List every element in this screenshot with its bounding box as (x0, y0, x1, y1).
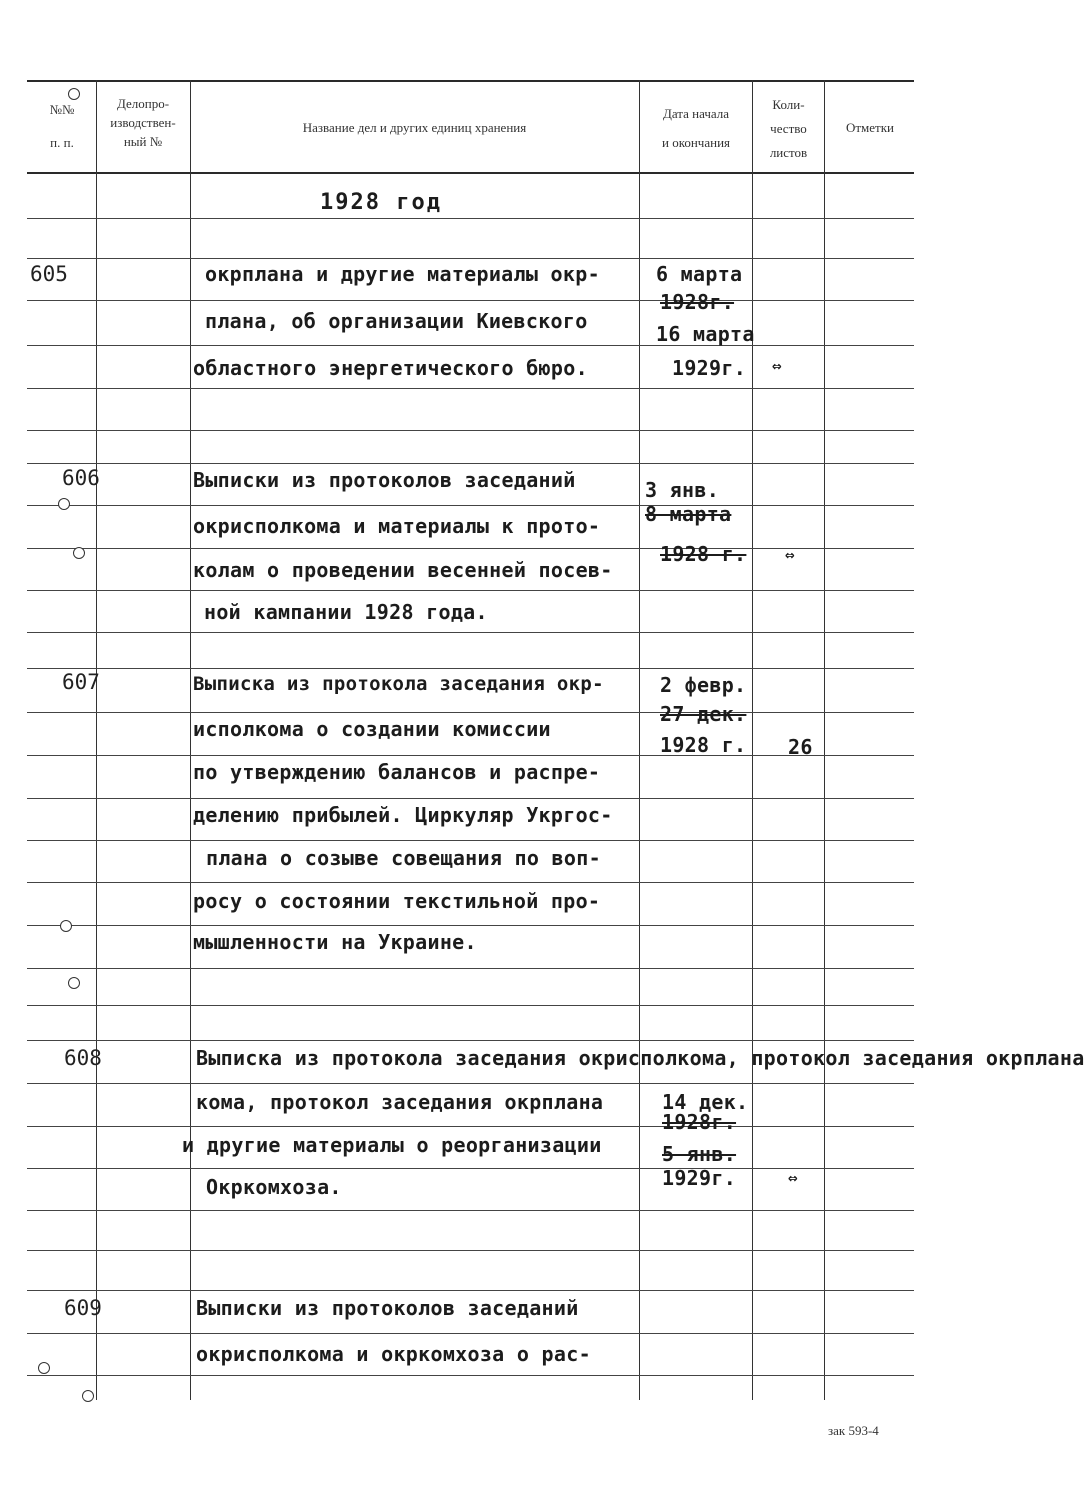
header-col-sheets-line2: чество (770, 121, 807, 136)
entry-date-end: 27 дек. (660, 702, 747, 726)
entry-date-start-year: 1928г. (660, 290, 735, 314)
entry-title-line: Выписки из протоколов заседаний (196, 1296, 579, 1320)
header-col-number-line1: №№ (49, 102, 75, 117)
ledger-rule (27, 430, 914, 431)
header-col-dates (641, 104, 751, 152)
ledger-rule (27, 1375, 914, 1376)
header-col-sheets (754, 95, 823, 162)
entry-sheet-count: 26 (788, 735, 813, 759)
entry-date-end-year: 1929г. (672, 356, 747, 380)
entry-date-start-year: 1928г. (662, 1110, 737, 1134)
ledger-rule (27, 968, 914, 969)
entry-title-line: плана о созыве совещания по воп- (206, 846, 601, 870)
entry-sheet-count: ⇔ (772, 356, 782, 375)
column-divider-3 (639, 80, 640, 1400)
ledger-rule (27, 840, 914, 841)
header-col-sheets-line3: листов (769, 145, 808, 160)
entry-date-end: 16 марта (656, 322, 755, 346)
ledger-rule (27, 258, 914, 259)
header-top-rule (27, 80, 914, 82)
entry-title-line: окрисполкома и материалы к прото- (193, 514, 601, 538)
entry-number: 608 (64, 1046, 102, 1070)
entry-date-start: 2 февр. (660, 673, 747, 697)
entry-number: 605 (30, 262, 68, 286)
binder-hole (60, 920, 72, 932)
entry-date-start: 3 янв. (645, 478, 720, 502)
entry-sheet-count: ⇔ (788, 1168, 798, 1187)
ledger-rule (27, 798, 914, 799)
year-heading: 1928 год (320, 190, 442, 215)
column-divider-4 (752, 80, 753, 1400)
header-col-office-line3: ный № (123, 134, 163, 149)
ledger-rule (27, 1168, 914, 1169)
column-divider-5 (824, 80, 825, 1400)
ledger-rule (27, 1005, 914, 1006)
binder-hole (68, 88, 80, 100)
ledger-rule (27, 1083, 914, 1084)
header-col-title: Название дел и других единиц хранения (302, 120, 527, 135)
entry-title-line: по утверждению балансов и распре- (193, 760, 601, 784)
header-col-dates-line1: Дата начала (662, 106, 730, 121)
entry-title-line: плана, об организации Киевского (205, 309, 588, 333)
entry-title-line-text: Выписка из протокола заседания окрисполкома, протокол заседания окрплана (196, 1046, 1085, 1070)
entry-number: 607 (62, 670, 100, 694)
entry-number: 606 (62, 466, 100, 490)
ledger-rule (27, 925, 914, 926)
entry-title-line: делению прибылей. Циркуляр Укргос- (193, 803, 613, 827)
entry-title-line: Выписка из протокола заседания окр- (193, 673, 604, 695)
entry-title-line: исполкома о создании комиссии (193, 717, 551, 741)
entry-title-line: и другие материалы о реорганизации (182, 1133, 602, 1157)
binder-hole (38, 1362, 50, 1374)
ledger-rule (27, 882, 914, 883)
entry-title-line: окрисполкома и окркомхоза о рас- (196, 1342, 591, 1366)
ledger-rule (27, 1210, 914, 1211)
binder-hole (68, 977, 80, 989)
entry-date-end: 5 янв. (662, 1142, 737, 1166)
entry-number: 609 (64, 1296, 102, 1320)
header-bottom-rule (27, 172, 914, 174)
header-col-sheets-line1: Коли- (772, 97, 805, 112)
entry-sheet-count: ⇔ (785, 545, 795, 564)
header-col-office-line2: изводствен- (110, 115, 176, 130)
ledger-rule (27, 668, 914, 669)
ledger-rule (27, 505, 914, 506)
entry-title-line: окрплана и другие материалы окр- (205, 262, 600, 286)
entry-title-line: кома, протокол заседания окрплана (196, 1090, 604, 1114)
header-col-dates-line2: и окончания (661, 135, 731, 150)
entry-title-line: мышленности на Украине. (193, 930, 477, 954)
ledger-rule (27, 1333, 914, 1334)
ledger-rule (27, 463, 914, 464)
ledger-rule (27, 755, 914, 756)
entry-title-line: ной кампании 1928 года. (204, 600, 488, 624)
entry-title-line (196, 1046, 1085, 1070)
ledger-rule (27, 300, 914, 301)
ledger-rule (27, 218, 914, 219)
ledger-rule (27, 1250, 914, 1251)
ledger-rule (27, 388, 914, 389)
entry-date-start: 6 марта (656, 262, 743, 286)
ledger-rule (27, 1126, 914, 1127)
header-col-number (30, 100, 94, 152)
ledger-rule (27, 632, 914, 633)
ledger-rule (27, 345, 914, 346)
entry-title-line: областного энергетического бюро. (193, 356, 588, 380)
entry-date-start: 14 дек. (662, 1090, 749, 1114)
ledger-rule (27, 1040, 914, 1041)
ledger-rule (27, 1290, 914, 1291)
entry-date-end-year: 1929г. (662, 1166, 737, 1190)
header-col-office-line1: Делопро- (116, 96, 170, 111)
binder-hole (73, 547, 85, 559)
header-col-notes: Отметки (845, 120, 895, 135)
header-col-number-line2: п. п. (50, 135, 74, 150)
entry-title-line: росу о состоянии текстильной про- (193, 889, 601, 913)
ledger-rule (27, 548, 914, 549)
entry-date-end: 8 марта (645, 502, 732, 526)
header-col-office-number (98, 94, 188, 151)
binder-hole (82, 1390, 94, 1402)
ledger-rule (27, 590, 914, 591)
column-divider-2 (190, 80, 191, 1400)
entry-title-line: колам о проведении весенней посев- (193, 558, 613, 582)
ledger-rule (27, 712, 914, 713)
binder-hole (58, 498, 70, 510)
column-divider-1 (96, 80, 97, 1400)
entry-title-line: Окркомхоза. (206, 1175, 342, 1199)
entry-title-line: Выписки из протоколов заседаний (193, 468, 576, 492)
entry-date-year: 1928 г. (660, 733, 747, 757)
entry-date-year: 1928 г. (660, 542, 747, 566)
print-order-mark: зак 593-4 (828, 1423, 879, 1438)
